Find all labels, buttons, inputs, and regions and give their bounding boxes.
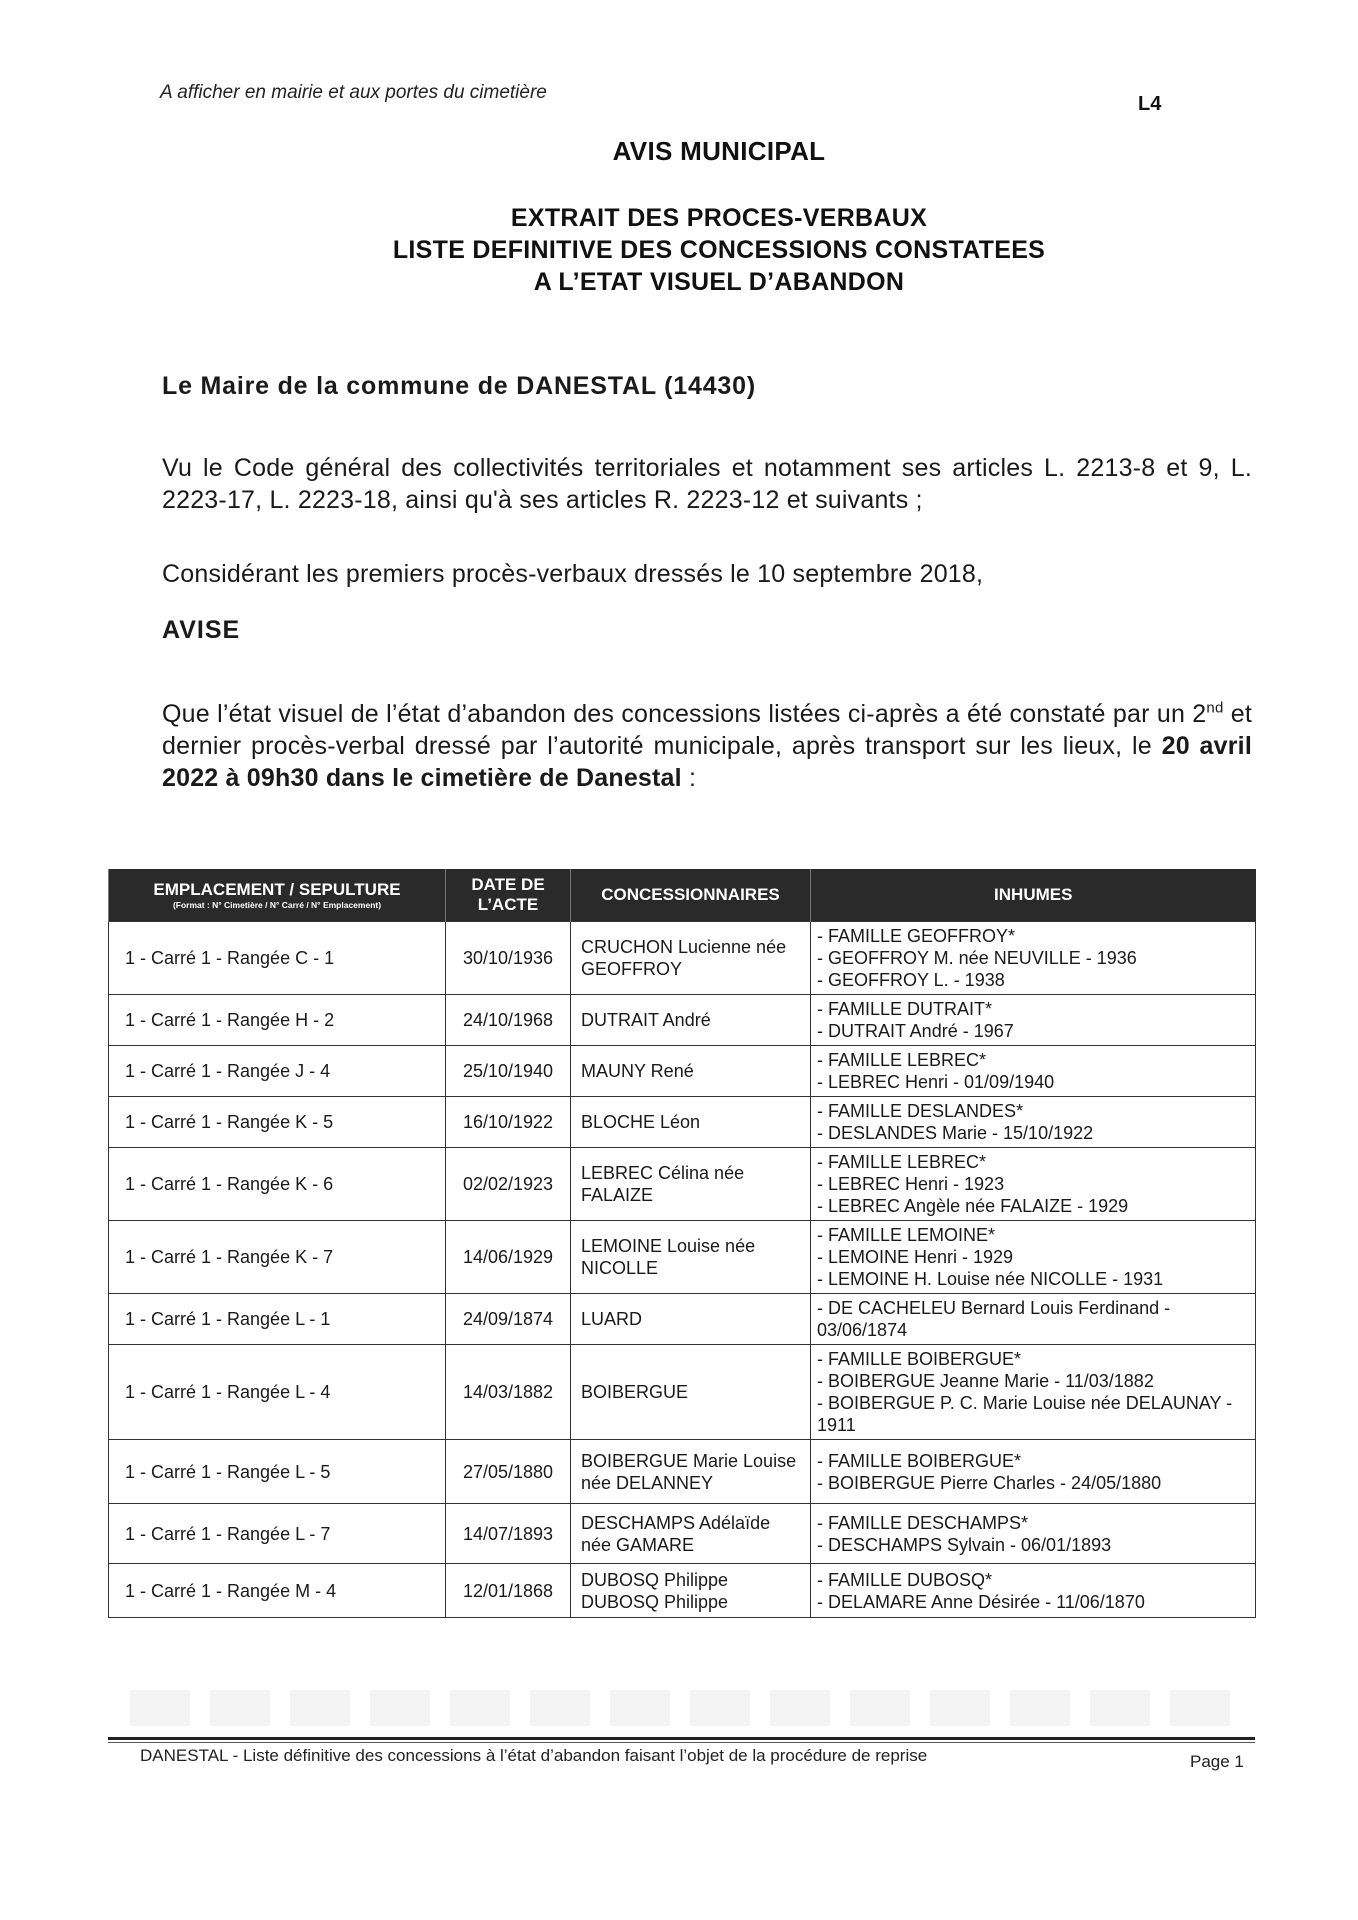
subtitle-line: LISTE DEFINITIVE DES CONCESSIONS CONSTATEES <box>392 236 1046 264</box>
inhume-entry: - FAMILLE LEBREC* <box>817 1152 987 1172</box>
cell-inhumes <box>811 1046 1256 1097</box>
legal-basis-paragraph: Vu le Code général des collectivités territoriales et notamment ses articles L. 2213-8 et 9, L. 2223-17, L. 2223-18, ainsi qu'à ses articles R. 2223-12 et suivants ; <box>162 454 1252 514</box>
document-code: L4 <box>1138 93 1162 115</box>
inhume-entry: - FAMILLE LEBREC* <box>817 1050 987 1070</box>
inhume-entry: - FAMILLE DUBOSQ* <box>817 1569 993 1590</box>
cell-inhumes <box>811 1148 1256 1221</box>
inhume-entry: - GEOFFROY M. née NEUVILLE - 1936 <box>817 948 1137 968</box>
column-header-format: (Format : N° Cimetière / N° Carré / N° Emplacement) <box>172 900 382 910</box>
faint-legal-text <box>130 1690 1230 1726</box>
inhume-entry: - GEOFFROY L. - 1938 <box>817 970 1005 990</box>
notice-paragraph <box>162 698 1252 794</box>
inhume-entry: - LEBREC Henri - 1923 <box>817 1174 1005 1194</box>
notice-date-place: 20 avril 2022 à 09h30 dans le cimetière de Danestal <box>162 732 1252 792</box>
top-note: A afficher en mairie et aux portes du cimetière <box>160 82 547 103</box>
cell-date: 14/03/1882 <box>446 1345 571 1440</box>
cell-concessionnaire: BOIBERGUE Marie Louise née DELANNEY <box>571 1440 811 1504</box>
cell-date: 14/07/1893 <box>446 1504 571 1564</box>
cell-emplacement: 1 - Carré 1 - Rangée L - 1 <box>109 1294 446 1345</box>
inhume-entry: - FAMILLE DESLANDES* <box>817 1101 1024 1121</box>
footer-divider <box>108 1737 1255 1740</box>
cell-inhumes <box>811 1221 1256 1294</box>
table-row <box>109 1148 1256 1221</box>
notice-text: et dernier procès-verbal dressé par l’autorité municipale, après transport sur les lieux, le <box>162 700 1253 760</box>
column-header-concessionnaires: CONCESSIONNAIRES <box>571 869 811 922</box>
cell-inhumes <box>811 1294 1256 1345</box>
cell-date: 12/01/1868 <box>446 1564 571 1618</box>
mayor-heading: Le Maire de la commune de DANESTAL (14430) <box>162 372 756 400</box>
cell-inhumes <box>811 1504 1256 1564</box>
subtitle <box>40 202 1358 298</box>
cell-emplacement: 1 - Carré 1 - Rangée K - 6 <box>109 1148 446 1221</box>
notice-text: Que l’état visuel de l’état d’abandon des concessions listées ci-après a été constaté par un 2 <box>162 700 1207 728</box>
cell-inhumes <box>811 1440 1256 1504</box>
inhume-entry: - DESLANDES Marie - 15/10/1922 <box>817 1123 1094 1143</box>
table-row <box>109 1221 1256 1294</box>
inhume-entry: - FAMILLE LEMOINE* <box>817 1225 996 1245</box>
cell-concessionnaire: LUARD <box>571 1294 811 1345</box>
cell-emplacement: 1 - Carré 1 - Rangée L - 7 <box>109 1504 446 1564</box>
cell-emplacement: 1 - Carré 1 - Rangée J - 4 <box>109 1046 446 1097</box>
inhume-entry: - LEBREC Henri - 01/09/1940 <box>817 1072 1055 1092</box>
inhume-entry: - DE CACHELEU Bernard Louis Ferdinand - 03/06/1874 <box>817 1298 1171 1340</box>
cell-emplacement: 1 - Carré 1 - Rangée H - 2 <box>109 995 446 1046</box>
inhume-entry: - DESCHAMPS Sylvain - 06/01/1893 <box>817 1534 1112 1555</box>
cell-date: 02/02/1923 <box>446 1148 571 1221</box>
cell-emplacement: 1 - Carré 1 - Rangée M - 4 <box>109 1564 446 1618</box>
cell-concessionnaire: CRUCHON Lucienne née GEOFFROY <box>571 922 811 995</box>
cell-inhumes <box>811 995 1256 1046</box>
table-row <box>109 922 1256 995</box>
table-header-row <box>109 869 1256 922</box>
avise-heading: AVISE <box>162 616 241 644</box>
inhume-entry: - FAMILLE DUTRAIT* <box>817 999 993 1019</box>
cell-concessionnaire: MAUNY René <box>571 1046 811 1097</box>
cell-concessionnaire: LEBREC Célina née FALAIZE <box>571 1148 811 1221</box>
cell-concessionnaire: DESCHAMPS Adélaïde née GAMARE <box>571 1504 811 1564</box>
inhume-entry: - LEMOINE Henri - 1929 <box>817 1247 1014 1267</box>
column-header-label: EMPLACEMENT / SEPULTURE <box>153 880 401 899</box>
table-row <box>109 1345 1256 1440</box>
page-title: AVIS MUNICIPAL <box>612 136 826 166</box>
column-header-inhumes: INHUMES <box>811 869 1256 922</box>
table-row <box>109 1440 1256 1504</box>
table-row <box>109 1046 1256 1097</box>
cell-date: 30/10/1936 <box>446 922 571 995</box>
cell-emplacement: 1 - Carré 1 - Rangée L - 5 <box>109 1440 446 1504</box>
page-number: Page 1 <box>1190 1752 1244 1771</box>
inhume-entry: - LEBREC Angèle née FALAIZE - 1929 <box>817 1196 1129 1216</box>
notice-text: : <box>681 764 697 792</box>
concessions-table <box>108 869 1256 1618</box>
cell-date: 16/10/1922 <box>446 1097 571 1148</box>
column-header-emplacement <box>109 869 446 922</box>
table-row <box>109 1294 1256 1345</box>
cell-concessionnaire: DUBOSQ Philippe DUBOSQ Philippe <box>571 1564 811 1618</box>
cell-inhumes <box>811 922 1256 995</box>
table-row <box>109 1097 1256 1148</box>
cell-date: 24/10/1968 <box>446 995 571 1046</box>
inhume-entry: - FAMILLE GEOFFROY* <box>817 926 1016 946</box>
cell-concessionnaire: BLOCHE Léon <box>571 1097 811 1148</box>
inhume-entry: - BOIBERGUE P. C. Marie Louise née DELAUNAY - 1911 <box>817 1393 1233 1435</box>
cell-date: 24/09/1874 <box>446 1294 571 1345</box>
table-row <box>109 1564 1256 1618</box>
inhume-entry: - BOIBERGUE Jeanne Marie - 11/03/1882 <box>817 1371 1154 1391</box>
cell-emplacement: 1 - Carré 1 - Rangée K - 5 <box>109 1097 446 1148</box>
cell-date: 14/06/1929 <box>446 1221 571 1294</box>
cell-concessionnaire: BOIBERGUE <box>571 1345 811 1440</box>
subtitle-line: A L’ETAT VISUEL D’ABANDON <box>533 268 905 296</box>
cell-date: 25/10/1940 <box>446 1046 571 1097</box>
cell-concessionnaire: DUTRAIT André <box>571 995 811 1046</box>
inhume-entry: - FAMILLE BOIBERGUE* <box>817 1349 1022 1369</box>
inhume-entry: - DUTRAIT André - 1967 <box>817 1021 1014 1041</box>
inhume-entry: - DELAMARE Anne Désirée - 11/06/1870 <box>817 1591 1145 1612</box>
inhume-entry: - FAMILLE DESCHAMPS* <box>817 1512 1029 1533</box>
cell-emplacement: 1 - Carré 1 - Rangée C - 1 <box>109 922 446 995</box>
cell-emplacement: 1 - Carré 1 - Rangée K - 7 <box>109 1221 446 1294</box>
cell-emplacement: 1 - Carré 1 - Rangée L - 4 <box>109 1345 446 1440</box>
cell-inhumes <box>811 1564 1256 1618</box>
inhume-entry: - FAMILLE BOIBERGUE* <box>817 1450 1022 1471</box>
footer-text: DANESTAL - Liste définitive des concessions à l’état d’abandon faisant l’objet de la procédure de reprise <box>140 1746 928 1765</box>
cell-inhumes <box>811 1345 1256 1440</box>
column-header-date: DATE DE L’ACTE <box>446 869 571 922</box>
cell-concessionnaire: LEMOINE Louise née NICOLLE <box>571 1221 811 1294</box>
inhume-entry: - BOIBERGUE Pierre Charles - 24/05/1880 <box>817 1472 1162 1493</box>
cell-inhumes <box>811 1097 1256 1148</box>
table-row <box>109 995 1256 1046</box>
subtitle-line: EXTRAIT DES PROCES-VERBAUX <box>510 204 928 232</box>
notice-superscript: nd <box>1206 699 1224 717</box>
footer-divider-thin <box>108 1742 1255 1743</box>
cell-date: 27/05/1880 <box>446 1440 571 1504</box>
inhume-entry: - LEMOINE H. Louise née NICOLLE - 1931 <box>817 1269 1164 1289</box>
considerant-paragraph: Considérant les premiers procès-verbaux dressés le 10 septembre 2018, <box>162 560 984 588</box>
table-row <box>109 1504 1256 1564</box>
